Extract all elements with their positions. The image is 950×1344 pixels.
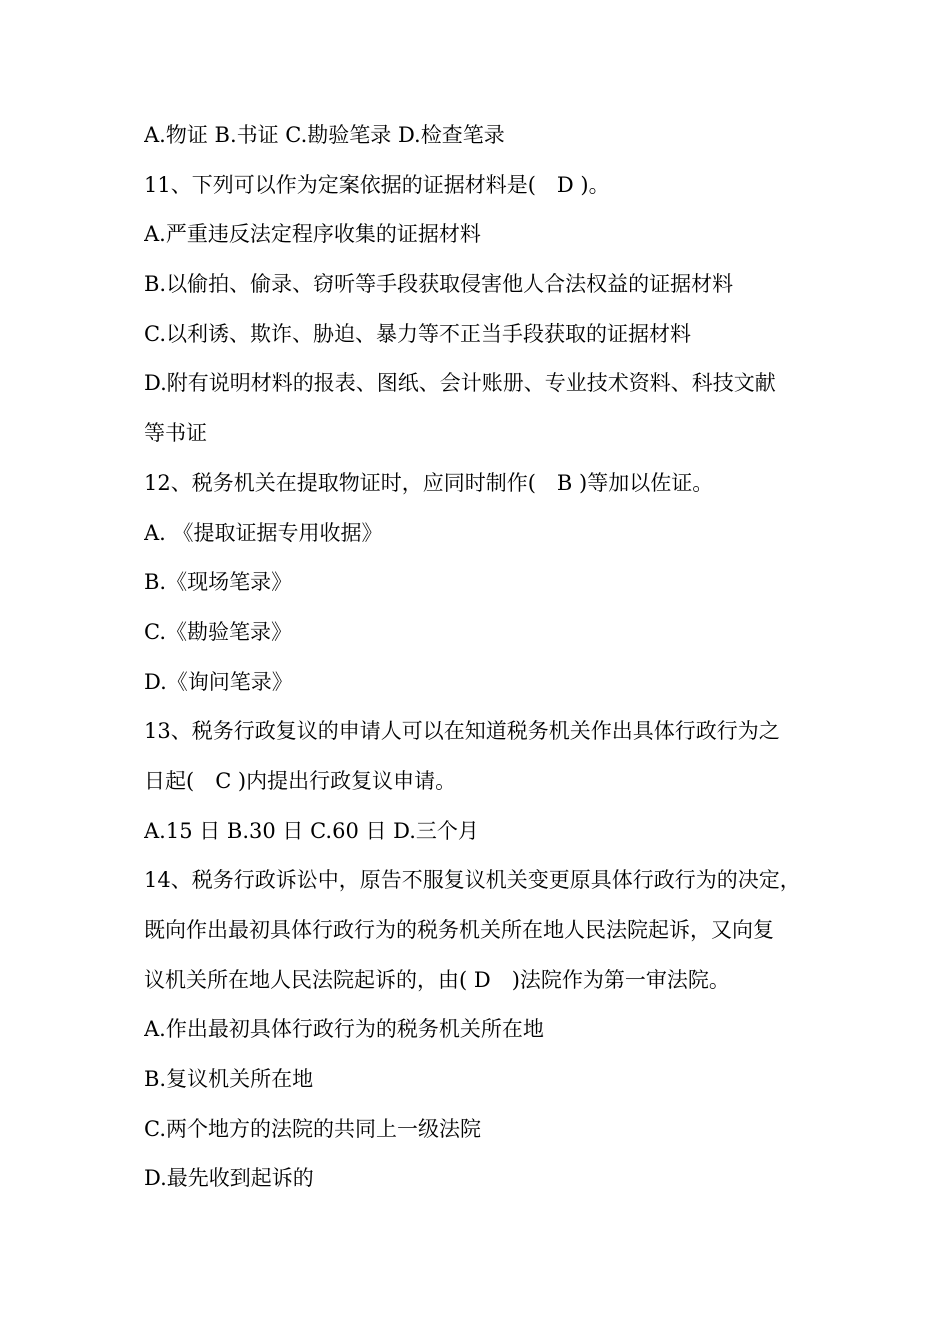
option-14-a: A.作出最初具体行政行为的税务机关所在地	[144, 1017, 544, 1042]
options-13: A.15 日 B.30 日 C.60 日 D.三个月	[144, 818, 479, 843]
option-11-d: D.附有说明材料的报表、图纸、会计账册、专业技术资料、科技文献	[144, 371, 776, 396]
document-body	[144, 111, 814, 1204]
question-13: 13、税务行政复议的申请人可以在知道税务机关作出具体行政行为之	[144, 719, 780, 744]
option-12-c: C.《勘验笔录》	[144, 619, 292, 644]
option-11-a: A.严重违反法定程序收集的证据材料	[144, 222, 481, 247]
question-12: 12、税务机关在提取物证时，应同时制作( B )等加以佐证。	[144, 470, 714, 495]
option-14-c: C.两个地方的法院的共同上一级法院	[144, 1116, 481, 1141]
question-14-continued-2: 议机关所在地人民法院起诉的，由( D )法院作为第一审法院。	[144, 967, 730, 992]
option-14-d: D.最先收到起诉的	[144, 1166, 314, 1191]
question-11: 11、下列可以作为定案依据的证据材料是( D )。	[144, 172, 610, 197]
option-line-10: A.物证 B.书证 C.勘验笔录 D.检查笔录	[144, 123, 505, 147]
option-11-b: B.以偷拍、偷录、窃听等手段获取侵害他人合法权益的证据材料	[144, 272, 734, 297]
option-12-a: A. 《提取证据专用收据》	[144, 520, 383, 545]
option-14-b: B.复议机关所在地	[144, 1067, 314, 1092]
question-14: 14、税务行政诉讼中，原告不服复议机关变更原具体行政行为的决定，	[144, 868, 801, 893]
question-14-continued-1: 既向作出最初具体行政行为的税务机关所在地人民法院起诉，又向复	[144, 918, 774, 942]
option-11-c: C.以利诱、欺诈、胁迫、暴力等不正当手段获取的证据材料	[144, 321, 691, 346]
option-12-d: D.《询问笔录》	[144, 669, 293, 694]
option-12-b: B.《现场笔录》	[144, 570, 293, 595]
question-13-continued: 日起( C )内提出行政复议申请。	[144, 768, 457, 793]
option-11-d-continued: 等书证	[144, 421, 207, 446]
